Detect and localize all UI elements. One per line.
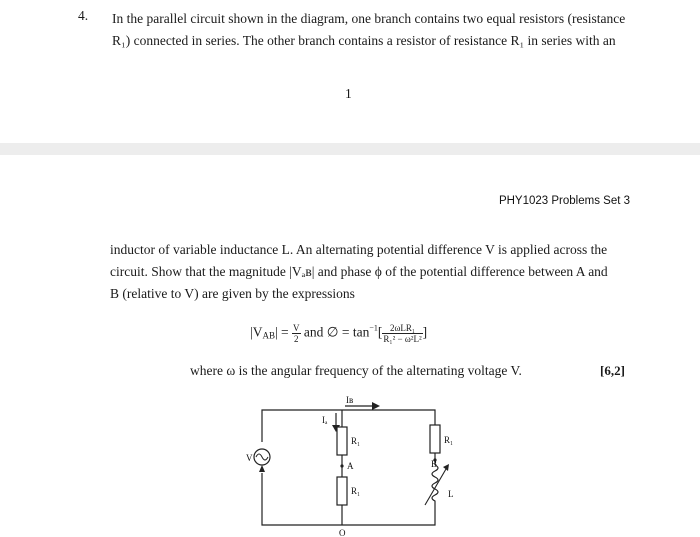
formula: $|V_{AB}|$ = $\frac{V}{2}$ and ∅ = $\tan^{-1}$[ $\frac{\text{2ωLR₁}}{\text{R₁² − ω²L²}}$ ] — [250, 323, 428, 344]
formula-frac2-den: R₁² − ω²L² — [383, 334, 422, 344]
formula-frac1-den: 2 — [294, 334, 299, 344]
page-top — [0, 0, 700, 143]
marks: [6,2] — [600, 363, 625, 378]
formula-frac1-num: V — [293, 323, 300, 333]
page-number: 1 — [345, 86, 352, 101]
label-current-b: Iʙ — [346, 395, 354, 405]
formula-mid: and ∅ = tan — [303, 324, 370, 340]
formula-lhs-sub: AB — [262, 330, 275, 341]
continuation-line-1: inductor of variable inductance L. An alternating potential difference V is applied across the — [110, 242, 608, 257]
current-b-arrowhead — [372, 402, 380, 410]
continuation-line-2: circuit. Show that the magnitude |Vₐʙ| and phase ϕ of the potential difference between A and — [110, 264, 608, 279]
node-a-dot — [340, 464, 343, 467]
where-text: where ω is the angular frequency of the alternating voltage V. — [190, 363, 522, 378]
variable-arrow — [425, 469, 446, 505]
formula-frac2-num: 2ωLR₁ — [382, 323, 422, 334]
label-node-o: O — [339, 528, 346, 537]
label-inductor: L — [448, 489, 454, 499]
wire-left-top — [262, 410, 435, 442]
resistor-top — [337, 427, 347, 455]
resistor-bottom — [337, 477, 347, 505]
formula-lhs: |V — [250, 324, 263, 340]
page-bottom — [0, 155, 700, 537]
formula-sup: −1 — [369, 323, 378, 333]
resistor-right — [430, 425, 440, 453]
question-number: 4. — [78, 8, 89, 23]
wire-bottom — [262, 473, 435, 525]
label-source: V — [246, 453, 253, 463]
label-node-b: B — [431, 459, 438, 469]
continuation-line-3: B (relative to V) are given by the expressions — [110, 286, 355, 301]
label-node-a: A — [347, 461, 354, 471]
header-title: PHY1023 Problems Set 3 — [498, 195, 630, 207]
label-r-top: R₁ — [351, 436, 361, 446]
question-line-2: R₁) connected in series. The other branch contains a resistor of resistance R₁ in series with an — [112, 33, 616, 48]
formula-lhs-close: | = — [274, 324, 289, 340]
source-arrow — [259, 465, 265, 472]
question-line-1: In the parallel circuit shown in the diagram, one branch contains two equal resistors (resistance — [112, 11, 626, 26]
label-current-a: Iₐ — [322, 415, 328, 425]
label-r-bottom: R₁ — [351, 486, 361, 496]
label-r-right: R₁ — [444, 435, 454, 445]
circuit-diagram — [0, 155, 700, 537]
